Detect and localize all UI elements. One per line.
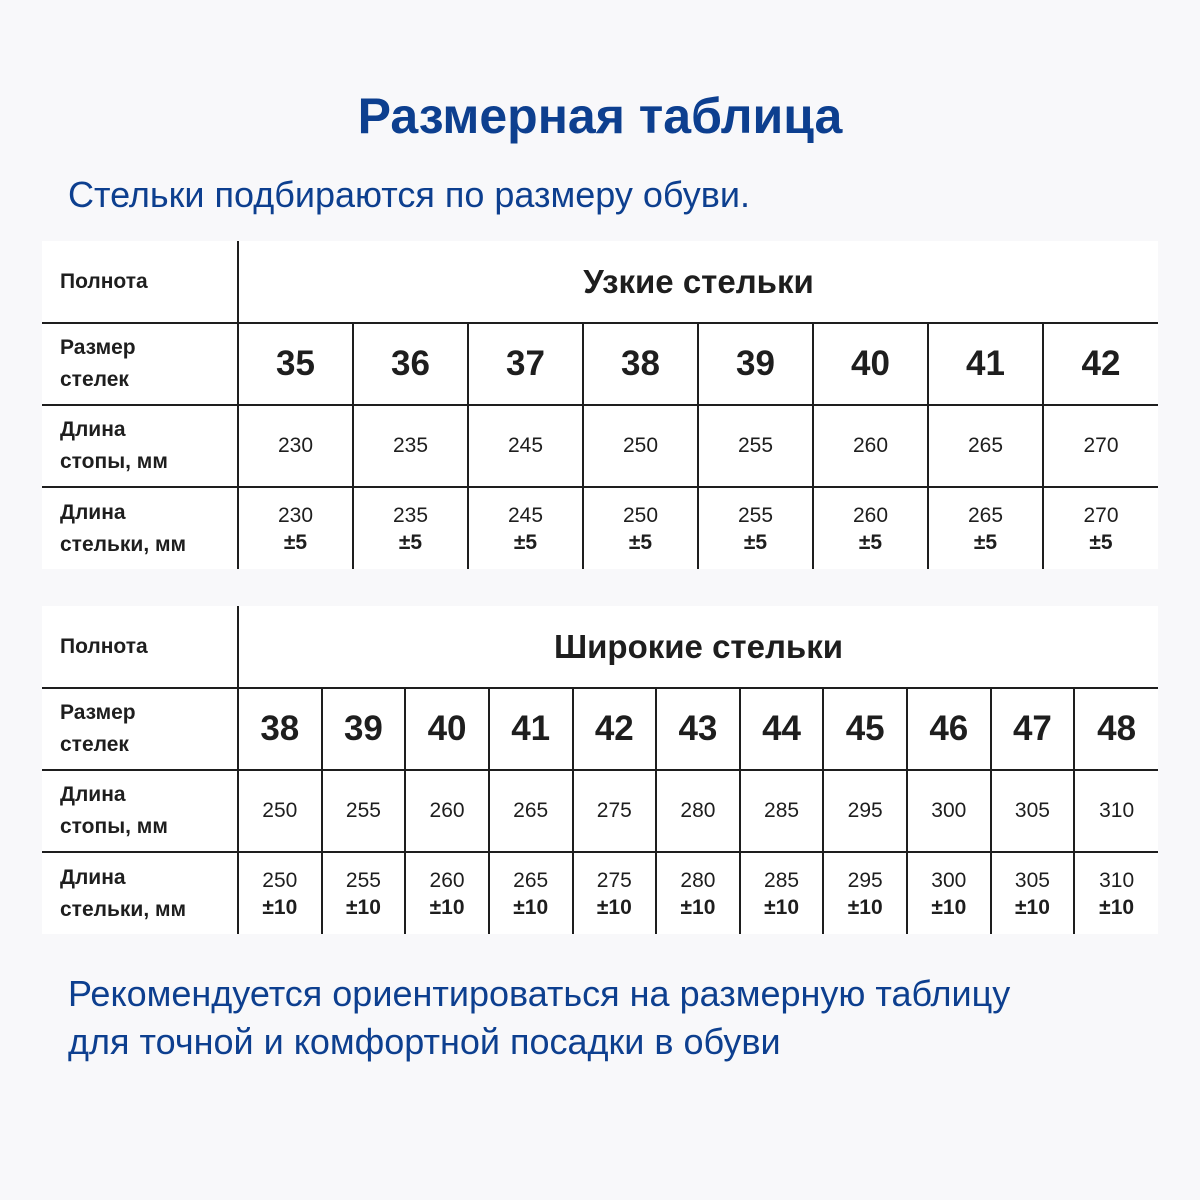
foot-length-value: 265 (489, 770, 573, 852)
foot-length-value: 255 (322, 770, 406, 852)
insole-length-number: 305 (1014, 868, 1050, 892)
page-title: Размерная таблица (357, 88, 843, 144)
insole-tolerance: ±10 (513, 895, 549, 919)
size-value: 44 (740, 688, 824, 770)
size-value: 40 (405, 688, 489, 770)
size-value: 41 (928, 323, 1043, 405)
insole-length-number: 255 (737, 503, 774, 527)
foot-length-value: 260 (813, 405, 928, 487)
insole-tolerance: ±5 (398, 530, 423, 554)
insole-length-row (42, 487, 1158, 569)
insole-length-value (353, 487, 468, 569)
insole-length-value (238, 852, 322, 934)
foot-length-value: 275 (573, 770, 657, 852)
insole-tolerance: ±5 (973, 530, 998, 554)
size-row (42, 323, 1158, 405)
insole-length-value (907, 852, 991, 934)
insole-tolerance: ±10 (262, 895, 298, 919)
size-row (42, 688, 1158, 770)
table-title: Широкие стельки (238, 606, 1158, 688)
insole-length-value (468, 487, 583, 569)
recommendation-line: для точной и комфортной посадки в обуви (68, 1021, 781, 1062)
foot-length-value: 250 (238, 770, 322, 852)
insole-length-number: 255 (345, 868, 381, 892)
insole-tolerance: ±10 (931, 895, 967, 919)
fullness-label: Полнота (42, 606, 238, 688)
wide-size-table (42, 606, 1158, 934)
insole-length-value (1043, 487, 1158, 569)
foot-length-value: 305 (991, 770, 1075, 852)
table-title: Узкие стельки (238, 241, 1158, 323)
insole-length-number: 230 (277, 503, 314, 527)
foot-length-row (42, 770, 1158, 852)
insole-length-number: 300 (931, 868, 967, 892)
size-value: 48 (1074, 688, 1158, 770)
insole-length-value (813, 487, 928, 569)
insole-length-value (991, 852, 1075, 934)
insole-length-number: 250 (262, 868, 298, 892)
insole-tolerance: ±5 (283, 530, 308, 554)
size-value: 45 (823, 688, 907, 770)
fullness-label: Полнота (42, 241, 238, 323)
insole-tolerance: ±10 (345, 895, 381, 919)
insole-tolerance: ±5 (1089, 530, 1113, 554)
insole-tolerance: ±10 (1014, 895, 1050, 919)
size-value: 39 (698, 323, 813, 405)
foot-length-value: 300 (907, 770, 991, 852)
recommendation-note (68, 970, 1148, 1066)
insole-length-number: 310 (1099, 868, 1135, 892)
insole-length-number: 270 (1083, 503, 1119, 527)
foot-length-value: 280 (656, 770, 740, 852)
insole-length-number: 260 (852, 503, 889, 527)
recommendation-line: Рекомендуется ориентироваться на размерную таблицу (68, 973, 1011, 1014)
insole-length-number: 265 (967, 503, 1004, 527)
size-value: 36 (353, 323, 468, 405)
foot-length-label: Длина стопы, мм (42, 770, 238, 852)
foot-length-row (42, 405, 1158, 487)
insole-length-value (238, 487, 353, 569)
size-value: 38 (583, 323, 698, 405)
size-value: 43 (656, 688, 740, 770)
size-value: 42 (573, 688, 657, 770)
foot-length-value: 265 (928, 405, 1043, 487)
insole-length-value (573, 852, 657, 934)
insole-length-number: 245 (507, 503, 544, 527)
insole-length-number: 285 (764, 868, 800, 892)
header-row (42, 606, 1158, 688)
insole-tolerance: ±10 (596, 895, 632, 919)
insole-tolerance: ±5 (513, 530, 538, 554)
foot-length-value: 250 (583, 405, 698, 487)
insole-tolerance: ±5 (628, 530, 653, 554)
insole-length-label: Длина стельки, мм (42, 487, 238, 569)
foot-length-value: 270 (1043, 405, 1158, 487)
size-label: Размер стелек (42, 688, 238, 770)
foot-length-value: 260 (405, 770, 489, 852)
size-value: 35 (238, 323, 353, 405)
size-value: 41 (489, 688, 573, 770)
size-value: 42 (1043, 323, 1158, 405)
foot-length-value: 230 (238, 405, 353, 487)
insole-tolerance: ±10 (764, 895, 799, 919)
foot-length-value: 310 (1074, 770, 1158, 852)
insole-length-value (489, 852, 573, 934)
foot-length-value: 295 (823, 770, 907, 852)
insole-length-value (322, 852, 406, 934)
insole-length-value (1074, 852, 1158, 934)
insole-length-number: 280 (680, 868, 716, 892)
insole-tolerance: ±5 (743, 530, 768, 554)
size-value: 40 (813, 323, 928, 405)
insole-length-value (698, 487, 813, 569)
insole-length-value (656, 852, 740, 934)
foot-length-value: 235 (353, 405, 468, 487)
size-label: Размер стелек (42, 323, 238, 405)
insole-length-number: 295 (847, 868, 883, 892)
insole-length-number: 265 (513, 868, 549, 892)
size-value: 47 (991, 688, 1075, 770)
insole-length-value (583, 487, 698, 569)
insole-length-number: 250 (622, 503, 659, 527)
insole-tolerance: ±5 (858, 530, 883, 554)
insole-tolerance: ±10 (429, 895, 465, 919)
size-value: 37 (468, 323, 583, 405)
insole-length-number: 260 (429, 868, 465, 892)
foot-length-value: 255 (698, 405, 813, 487)
foot-length-value: 245 (468, 405, 583, 487)
insole-tolerance: ±10 (847, 895, 883, 919)
insole-length-value (405, 852, 489, 934)
insole-length-value (928, 487, 1043, 569)
size-value: 46 (907, 688, 991, 770)
insole-length-value (740, 852, 824, 934)
header-row (42, 241, 1158, 323)
insole-length-value (823, 852, 907, 934)
insole-length-label: Длина стельки, мм (42, 852, 238, 934)
subtitle: Стельки подбираются по размеру обуви. (68, 174, 750, 215)
narrow-size-table (42, 241, 1158, 569)
size-value: 38 (238, 688, 322, 770)
insole-length-number: 235 (392, 503, 429, 527)
foot-length-value: 285 (740, 770, 824, 852)
insole-length-row (42, 852, 1158, 934)
foot-length-label: Длина стопы, мм (42, 405, 238, 487)
insole-length-number: 275 (596, 868, 632, 892)
insole-tolerance: ±10 (1099, 895, 1135, 919)
insole-tolerance: ±10 (680, 895, 716, 919)
size-value: 39 (322, 688, 406, 770)
